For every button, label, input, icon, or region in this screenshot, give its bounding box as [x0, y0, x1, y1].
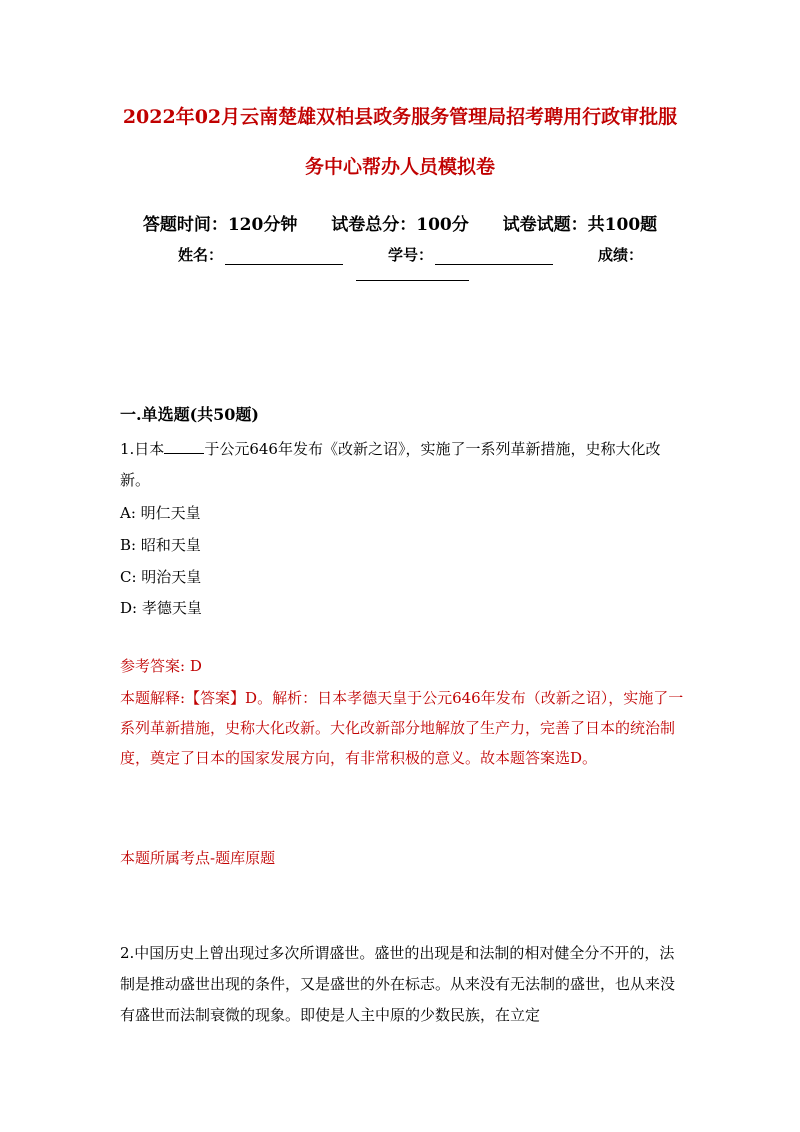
grade-field	[598, 244, 643, 265]
grade-blank	[356, 262, 469, 281]
exam-time: 答题时间：120分钟	[142, 215, 298, 235]
title-line-2: 务中心帮办人员模拟卷	[304, 156, 495, 178]
question-1-blank	[164, 439, 204, 454]
document-title	[110, 92, 690, 192]
question-2: 2.中国历史上曾出现过多次所谓盛世。盛世的出现是和法制的相对健全分不开的，法制是推动盛世出现的条件，又是盛世的外在标志。从来没有无法制的盛世，也从来没有盛世而法制衰微的现象。即使是人主中原的少数民族，在立定	[120, 944, 676, 1024]
reference-answer: 参考答案: D	[120, 657, 202, 675]
option-b: B: 昭和天皇	[120, 536, 201, 554]
exam-count: 试卷试题：共100题	[502, 215, 658, 235]
title-line-1: 2022年02月云南楚雄双柏县政务服务管理局招考聘用行政审批服	[122, 106, 678, 128]
question-source: 本题所属考点-题库原题	[120, 849, 276, 867]
name-label: 姓名：	[178, 246, 224, 264]
question-1-prefix: 1.日本	[120, 440, 165, 458]
id-label: 学号：	[388, 246, 434, 264]
question-1-text: 于公元646年发布《改新之诏》，实施了一系列革新措施，史称大化改新。	[120, 440, 661, 489]
option-a: A: 明仁天皇	[120, 504, 201, 522]
question-1	[120, 434, 685, 496]
answer-explanation: 本题解释:【答案】D。解析：日本孝德天皇于公元646年发布（改新之诏），实施了一系列革新措施，史称大化改新。大化改新部分地解放了生产力，完善了日本的统治制度，奠定了日本的国家发展方向，有非常积极的意义。故本题答案选D。	[120, 689, 684, 767]
option-d: D: 孝德天皇	[120, 599, 202, 617]
section-title: 一.单选题(共50题)	[120, 405, 259, 424]
exam-score: 试卷总分：100分	[331, 215, 469, 235]
name-blank	[225, 248, 343, 265]
name-field	[178, 244, 343, 265]
option-c: C: 明治天皇	[120, 568, 202, 586]
grade-label: 成绩：	[598, 246, 644, 264]
exam-meta	[0, 210, 800, 235]
